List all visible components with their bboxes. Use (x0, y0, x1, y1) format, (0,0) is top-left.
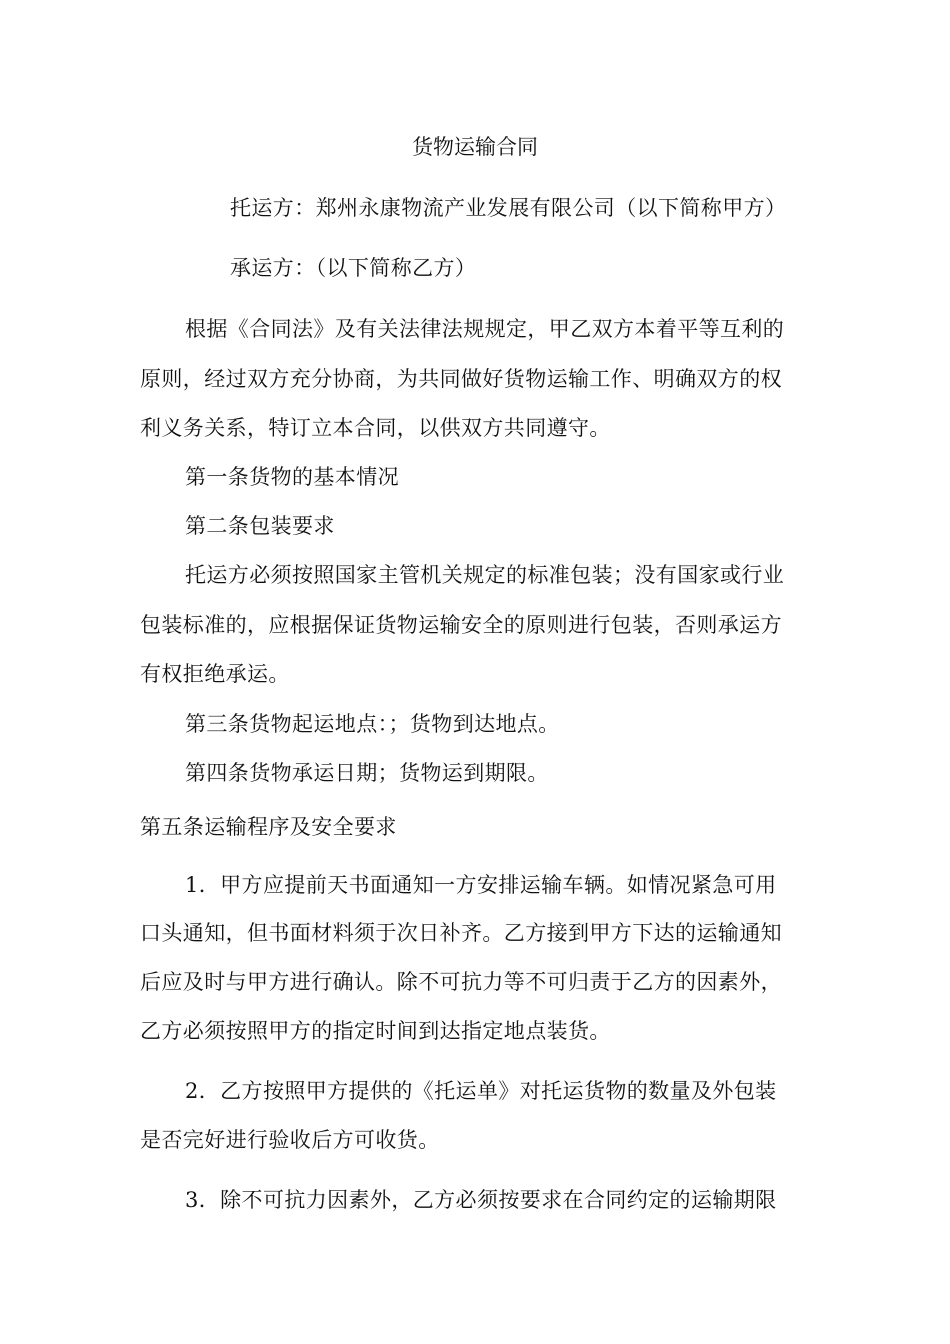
article-1-heading: 第一条货物的基本情况 (185, 465, 399, 489)
article-5-item-1-line: 口头通知，但书面材料须于次日补齐。乙方接到甲方下达的运输通知 (140, 921, 782, 945)
document-title: 货物运输合同 (412, 135, 538, 159)
article-4-heading: 第四条货物承运日期；货物运到期限。 (185, 761, 549, 785)
article-5-item-2-line: 2．乙方按照甲方提供的《托运单》对托运货物的数量及外包装 (185, 1079, 777, 1103)
article-5-item-3-line: 3．除不可抗力因素外，乙方必须按要求在合同约定的运输期限 (185, 1188, 777, 1212)
article-5-item-1-line: 乙方必须按照甲方的指定时间到达指定地点装货。 (140, 1019, 611, 1043)
article-2-line: 包装标准的，应根据保证货物运输安全的原则进行包装，否则承运方 (140, 613, 782, 637)
article-2-line: 托运方必须按照国家主管机关规定的标准包装；没有国家或行业 (185, 563, 785, 587)
article-5-item-2-line: 是否完好进行验收后方可收货。 (140, 1128, 440, 1152)
article-2-line: 有权拒绝承运。 (140, 662, 290, 686)
article-2-heading: 第二条包装要求 (185, 514, 335, 538)
article-5-item-1-line: 后应及时与甲方进行确认。除不可抗力等不可归责于乙方的因素外， (140, 970, 782, 994)
article-5-item-1-line: 1．甲方应提前天书面通知一方安排运输车辆。如情况紧急可用 (185, 873, 777, 897)
preamble-line: 根据《合同法》及有关法律法规规定，甲乙双方本着平等互利的 (185, 317, 785, 341)
carrier-party: 承运方：（以下简称乙方） (230, 256, 477, 280)
preamble-line: 利义务关系，特订立本合同，以供双方共同遵守。 (140, 416, 611, 440)
article-5-heading: 第五条运输程序及安全要求 (140, 815, 397, 839)
preamble-line: 原则，经过双方充分协商，为共同做好货物运输工作、明确双方的权 (140, 367, 782, 391)
shipper-party: 托运方：郑州永康物流产业发展有限公司（以下简称甲方） (230, 196, 787, 220)
article-3-heading: 第三条货物起运地点：；货物到达地点。 (185, 712, 560, 736)
